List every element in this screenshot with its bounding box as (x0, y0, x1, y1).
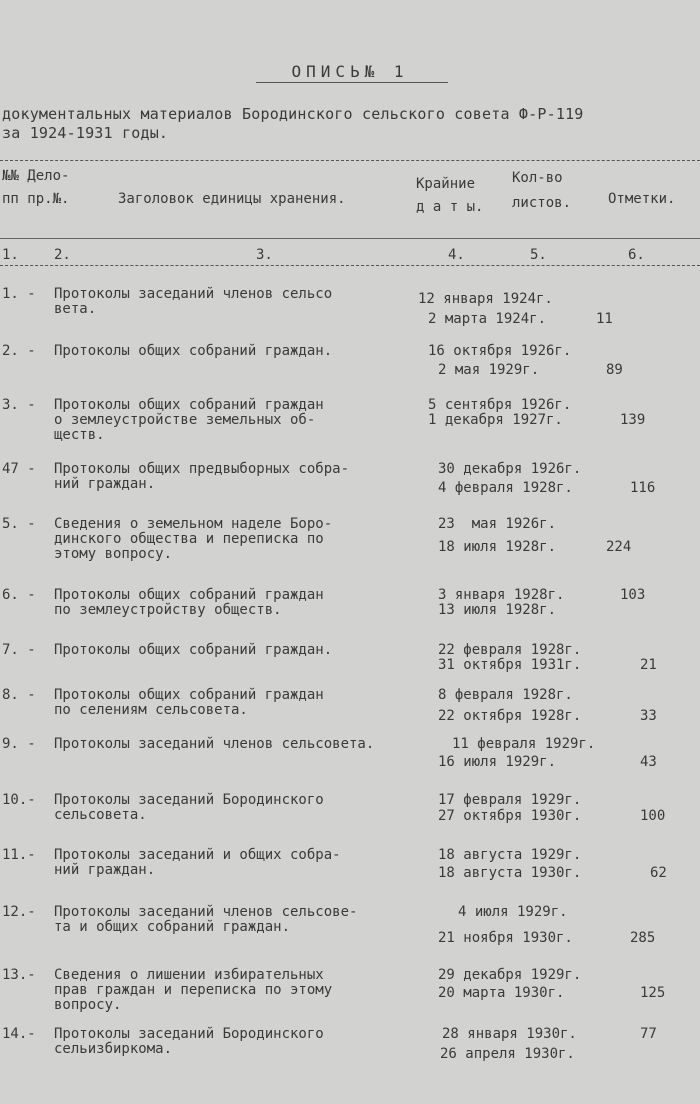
entry-sheet-count: 116 (630, 480, 656, 496)
entry-title: Протоколы общих собраний граждан по землеустройству обществ. (54, 587, 324, 618)
entry-start-date: 18 августа 1929г. (438, 847, 582, 863)
header-col5: Отметки. (608, 191, 676, 207)
entry-start-date: 4 июля 1929г. (458, 904, 568, 920)
entry-end-date: 16 июля 1929г. (438, 754, 557, 770)
header-top-rule (0, 160, 700, 161)
entry-start-date: 11 февраля 1929г. (452, 736, 596, 752)
header-bottom-rule (0, 238, 700, 239)
colnum-rule (0, 265, 700, 266)
entry-number: 47 - (2, 461, 36, 477)
entry-start-date: 23 мая 1926г. (438, 516, 557, 532)
entry-title: Протоколы заседаний членов сельсовета. (54, 736, 375, 752)
entry-number: 8. - (2, 687, 36, 703)
entry-number: 12.- (2, 904, 36, 920)
header-col4-line2: листов. (512, 195, 572, 211)
entry-title: Протоколы заседаний и общих собра- ний граждан. (54, 847, 341, 878)
entry-end-date: 18 июля 1928г. (438, 539, 557, 555)
colnum-3: 3. (256, 247, 273, 263)
entry-sheet-count: 100 (640, 808, 666, 824)
entry-end-date: 18 августа 1930г. (438, 865, 582, 881)
entry-sheet-count: 103 (620, 587, 646, 603)
entry-start-date: 12 января 1924г. (418, 291, 553, 307)
entry-title: Протоколы заседаний Бородинского сельсовета. (54, 792, 324, 823)
entry-start-date: 30 декабря 1926г. (438, 461, 582, 477)
header-col3-line1: Крайние (416, 176, 476, 192)
header-col1-line2: пп пр.№. (2, 191, 70, 207)
entry-start-date: 22 февраля 1928г. (438, 642, 582, 658)
entry-sheet-count: 125 (640, 985, 666, 1001)
entry-end-date: 2 мая 1929г. (438, 362, 540, 378)
entry-number: 10.- (2, 792, 36, 808)
entry-sheet-count: 285 (630, 930, 656, 946)
entry-start-date: 17 февраля 1929г. (438, 792, 582, 808)
entry-sheet-count: 21 (640, 657, 657, 673)
entry-start-date: 8 февраля 1928г. (438, 687, 573, 703)
entry-end-date: 4 февраля 1928г. (438, 480, 573, 496)
entry-end-date: 2 марта 1924г. (428, 311, 547, 327)
colnum-1: 1. (2, 247, 19, 263)
entry-end-date: 26 апреля 1930г. (440, 1046, 575, 1062)
entry-sheet-count: 11 (596, 311, 613, 327)
entry-sheet-count: 89 (606, 362, 623, 378)
entry-start-date: 29 декабря 1929г. (438, 967, 582, 983)
entry-title: Протоколы заседаний Бородинского сельизбиркома. (54, 1026, 324, 1057)
entry-title: Протоколы общих предвыборных собра- ний граждан. (54, 461, 350, 492)
colnum-4: 4. (448, 247, 465, 263)
colnum-6: 6. (628, 247, 645, 263)
entry-title: Протоколы заседаний членов сельсо вета. (54, 286, 333, 317)
entry-number: 5. - (2, 516, 36, 532)
subtitle-line-1: документальных материалов Бородинского сельского совета Ф-Р-119 (2, 105, 584, 123)
entry-start-date: 5 сентября 1926г. (428, 397, 572, 413)
entry-start-date: 16 октября 1926г. (428, 343, 572, 359)
entry-number: 11.- (2, 847, 36, 863)
entry-number: 14.- (2, 1026, 36, 1042)
entry-start-date: 28 января 1930г. (442, 1026, 577, 1042)
entry-end-date: 20 марта 1930г. (438, 985, 565, 1001)
entry-number: 2. - (2, 343, 36, 359)
entry-title: Протоколы общих собраний граждан о землеустройстве земельных об- ществ. (54, 397, 324, 443)
entry-number: 1. - (2, 286, 36, 302)
entry-end-date: 1 декабря 1927г. (428, 412, 563, 428)
entry-sheet-count: 77 (640, 1026, 657, 1042)
header-col3-line2: д а т ы. (416, 199, 484, 215)
entry-end-date: 21 ноября 1930г. (438, 930, 573, 946)
entry-title: Протоколы общих собраний граждан. (54, 343, 333, 359)
colnum-5: 5. (530, 247, 547, 263)
entry-end-date: 22 октября 1928г. (438, 708, 582, 724)
entry-title: Сведения о земельном наделе Боро- динского общества и переписка по этому вопросу. (54, 516, 333, 562)
entry-sheet-count: 139 (620, 412, 646, 428)
entry-sheet-count: 43 (640, 754, 657, 770)
entry-number: 13.- (2, 967, 36, 983)
entry-start-date: 3 января 1928г. (438, 587, 565, 603)
entry-title: Протоколы общих собраний граждан по селениям сельсовета. (54, 687, 324, 718)
entry-number: 9. - (2, 736, 36, 752)
subtitle-line-2: за 1924-1931 годы. (2, 124, 169, 142)
header-col1-line1: №№ Дело- (2, 168, 70, 184)
header-col4-line1: Кол-во (512, 170, 563, 186)
entry-title: Протоколы заседаний членов сельсове- та и общих собраний граждан. (54, 904, 358, 935)
entry-sheet-count: 33 (640, 708, 657, 724)
entry-number: 3. - (2, 397, 36, 413)
entry-end-date: 13 июля 1928г. (438, 602, 557, 618)
entry-number: 6. - (2, 587, 36, 603)
header-col2: Заголовок единицы хранения. (118, 191, 346, 207)
entry-title: Сведения о лишении избирательных прав граждан и переписка по этому вопросу. (54, 967, 333, 1013)
entry-sheet-count: 62 (650, 865, 667, 881)
entry-sheet-count: 224 (606, 539, 632, 555)
entry-title: Протоколы общих собраний граждан. (54, 642, 333, 658)
entry-end-date: 27 октября 1930г. (438, 808, 582, 824)
entry-number: 7. - (2, 642, 36, 658)
title-underline (256, 82, 448, 83)
entry-end-date: 31 октября 1931г. (438, 657, 582, 673)
page-title: ОПИСЬ№ 1 (291, 62, 409, 81)
colnum-2: 2. (54, 247, 71, 263)
